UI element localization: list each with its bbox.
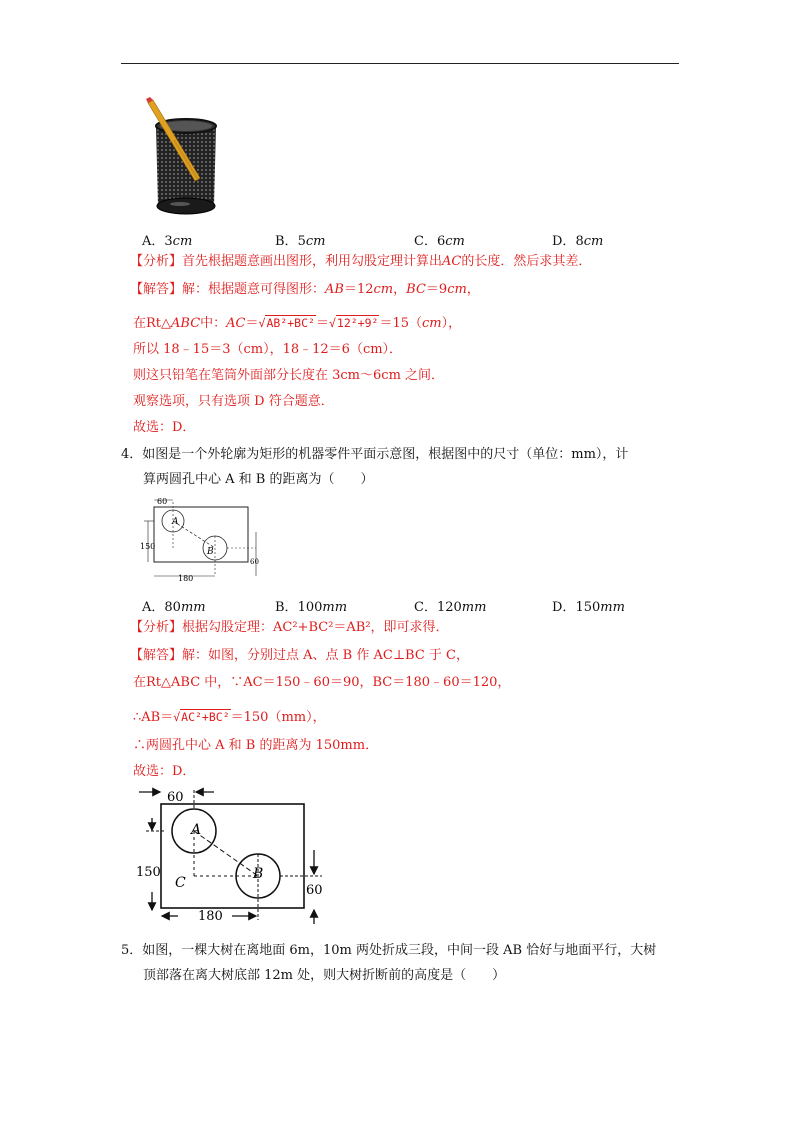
small-fig-label-b: B <box>207 547 214 557</box>
q5-stem-line1: 5．如图，一棵大树在离地面 6m，10m 两处折成三段，中间一段 AB 恰好与地面平行，大树 <box>121 943 657 958</box>
q3-analysis: 【分析】首先根据题意画出图形，利用勾股定理计算出AC的长度．然后求其差． <box>130 254 592 269</box>
q3-answer-line5: 观察选项，只有选项 D 符合题意． <box>133 394 334 409</box>
q3-answer-line1: 【解答】解：根据题意可得图形：AB＝12cm，BC＝9cm， <box>130 282 480 297</box>
q4-answer-line3: ∴AB＝√AC²+BC²＝150（mm）， <box>133 710 326 725</box>
q4-option-c: C．120mm <box>414 600 487 615</box>
sqrt-expression: √12²+9² <box>328 316 379 330</box>
small-fig-label-a: A <box>172 517 179 527</box>
q3-option-a: A．3cm <box>142 234 193 249</box>
sqrt-expression: √AB²+BC² <box>258 316 315 330</box>
small-fig-top-dim: 60 <box>157 497 168 506</box>
q3-answer-line6: 故选：D． <box>133 420 196 435</box>
q5-stem-line2: 顶部落在离大树底部 12m 处，则大树折断前的高度是（ ） <box>143 968 506 983</box>
q4-analysis: 【分析】根据勾股定理：AC²+BC²＝AB²，即可求得． <box>130 620 449 635</box>
q3-answer-line2: 在Rt△ABC中：AC＝√AB²+BC²＝√12²+9²＝15（cm）， <box>133 316 462 331</box>
sqrt-expression: √AC²+BC² <box>173 710 230 724</box>
large-fig-left-dim: 150 <box>136 865 161 880</box>
q4-option-a: A．80mm <box>142 600 206 615</box>
large-fig-top-dim: 60 <box>167 790 184 805</box>
q4-option-d: D．150mm <box>552 600 625 615</box>
header-rule <box>121 63 679 64</box>
q4-option-b: B．100mm <box>275 600 348 615</box>
q4-stem-line1: 4．如图是一个外轮廓为矩形的机器零件平面示意图，根据图中的尺寸（单位：mm），计 <box>121 447 629 462</box>
q4-part-figure-large <box>136 784 336 926</box>
q4-part-figure-small <box>138 492 268 584</box>
q3-option-c: C．6cm <box>414 234 465 249</box>
large-fig-label-a: A <box>191 822 202 838</box>
small-fig-right-dim: 60 <box>250 558 259 566</box>
pencil-holder-image <box>140 96 230 218</box>
q3-answer-line3: 所以 18﹣15＝3（cm），18﹣12＝6（cm）． <box>133 342 403 357</box>
q3-option-b: B．5cm <box>275 234 326 249</box>
q3-answer-line4: 则这只铅笔在笔筒外面部分长度在 3cm～6cm 之间． <box>133 368 445 383</box>
large-fig-label-b: B <box>253 866 264 882</box>
large-fig-label-c: C <box>175 875 186 891</box>
q4-stem-line2: 算两圆孔中心 A 和 B 的距离为（ ） <box>143 472 374 487</box>
small-fig-bottom-dim: 180 <box>178 574 194 583</box>
large-fig-right-dim: 60 <box>306 883 323 898</box>
q3-option-d: D．8cm <box>552 234 604 249</box>
q4-answer-line5: 故选：D． <box>133 764 196 779</box>
q4-answer-line1: 【解答】解：如图，分别过点 A、点 B 作 AC⊥BC 于 C， <box>130 648 469 663</box>
small-fig-left-dim: 150 <box>140 542 156 551</box>
large-fig-bottom-dim: 180 <box>198 909 223 924</box>
q4-answer-line2: 在Rt△ABC 中，∵AC＝150﹣60＝90，BC＝180﹣60＝120， <box>133 675 511 690</box>
q4-answer-line4: ∴两圆孔中心 A 和 B 的距离为 150mm． <box>133 738 379 753</box>
